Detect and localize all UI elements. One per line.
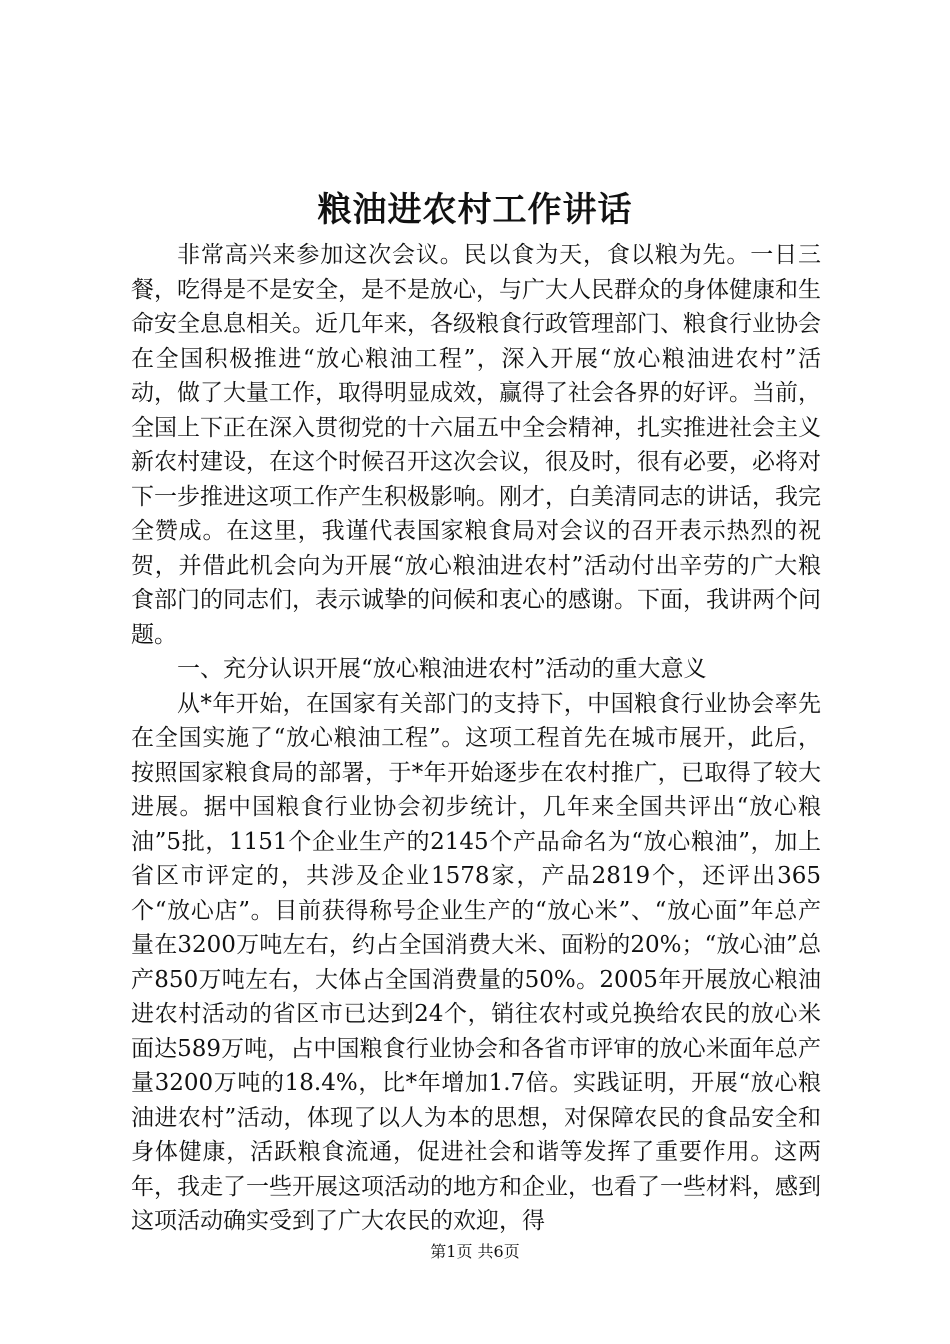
- page-number-footer: 第1页 共6页: [430, 1242, 520, 1261]
- paragraph-intro: 非常高兴来参加这次会议。民以食为天，食以粮为先。一日三餐，吃得是不是安全，是不是放心，与广大人民群众的身体健康和生命安全息息相关。近几年来，各级粮食行政管理部门、粮食行业协会在全国积极推进“放心粮油工程”，深入开展“放心粮油进农村”活动，做了大量工作，取得明显成效，赢得了社会各界的好评。当前，全国上下正在深入贯彻党的十六届五中全会精神，扎实推进社会主义新农村建设，在这个时候召开这次会议，很及时，很有必要，必将对下一步推进这项工作产生积极影响。刚才，白美清同志的讲话，我完全赞成。在这里，我谨代表国家粮食局对会议的召开表示热烈的祝贺，并借此机会向为开展“放心粮油进农村”活动付出辛劳的广大粮食部门的同志们，表示诚挚的问候和衷心的感谢。下面，我讲两个问题。: [131, 242, 821, 648]
- document-body: [131, 238, 821, 1239]
- section-heading: 一、充分认识开展“放心粮油进农村”活动的重大意义: [177, 656, 707, 682]
- page-title: 粮油进农村工作讲话: [317, 190, 633, 230]
- paragraph-body: 从*年开始，在国家有关部门的支持下，中国粮食行业协会率先在全国实施了“放心粮油工程”。这项工程首先在城市展开，此后，按照国家粮食局的部署，于*年开始逐步在农村推广，已取得了较大进展。据中国粮食行业协会初步统计，几年来全国共评出“放心粮油”5批，1151个企业生产的2145个产品命名为“放心粮油”，加上省区市评定的，共涉及企业1578家，产品2819个，还评出365个“放心店”。目前获得称号企业生产的“放心米”、“放心面”年总产量在3200万吨左右，约占全国消费大米、面粉的20%；“放心油”总产850万吨左右，大体占全国消费量的50%。2005年开展放心粮油进农村活动的省区市已达到24个，销往农村或兑换给农民的放心米面达589万吨，占中国粮食行业协会和各省市评审的放心米面年总产量3200万吨的18.4%，比*年增加1.7倍。实践证明，开展“放心粮油进农村”活动，体现了以人为本的思想，对保障农民的食品安全和身体健康，活跃粮食流通，促进社会和谐等发挥了重要作用。这两年，我走了一些开展这项活动的地方和企业，也看了一些材料，感到这项活动确实受到了广大农民的欢迎，得: [131, 690, 821, 1234]
